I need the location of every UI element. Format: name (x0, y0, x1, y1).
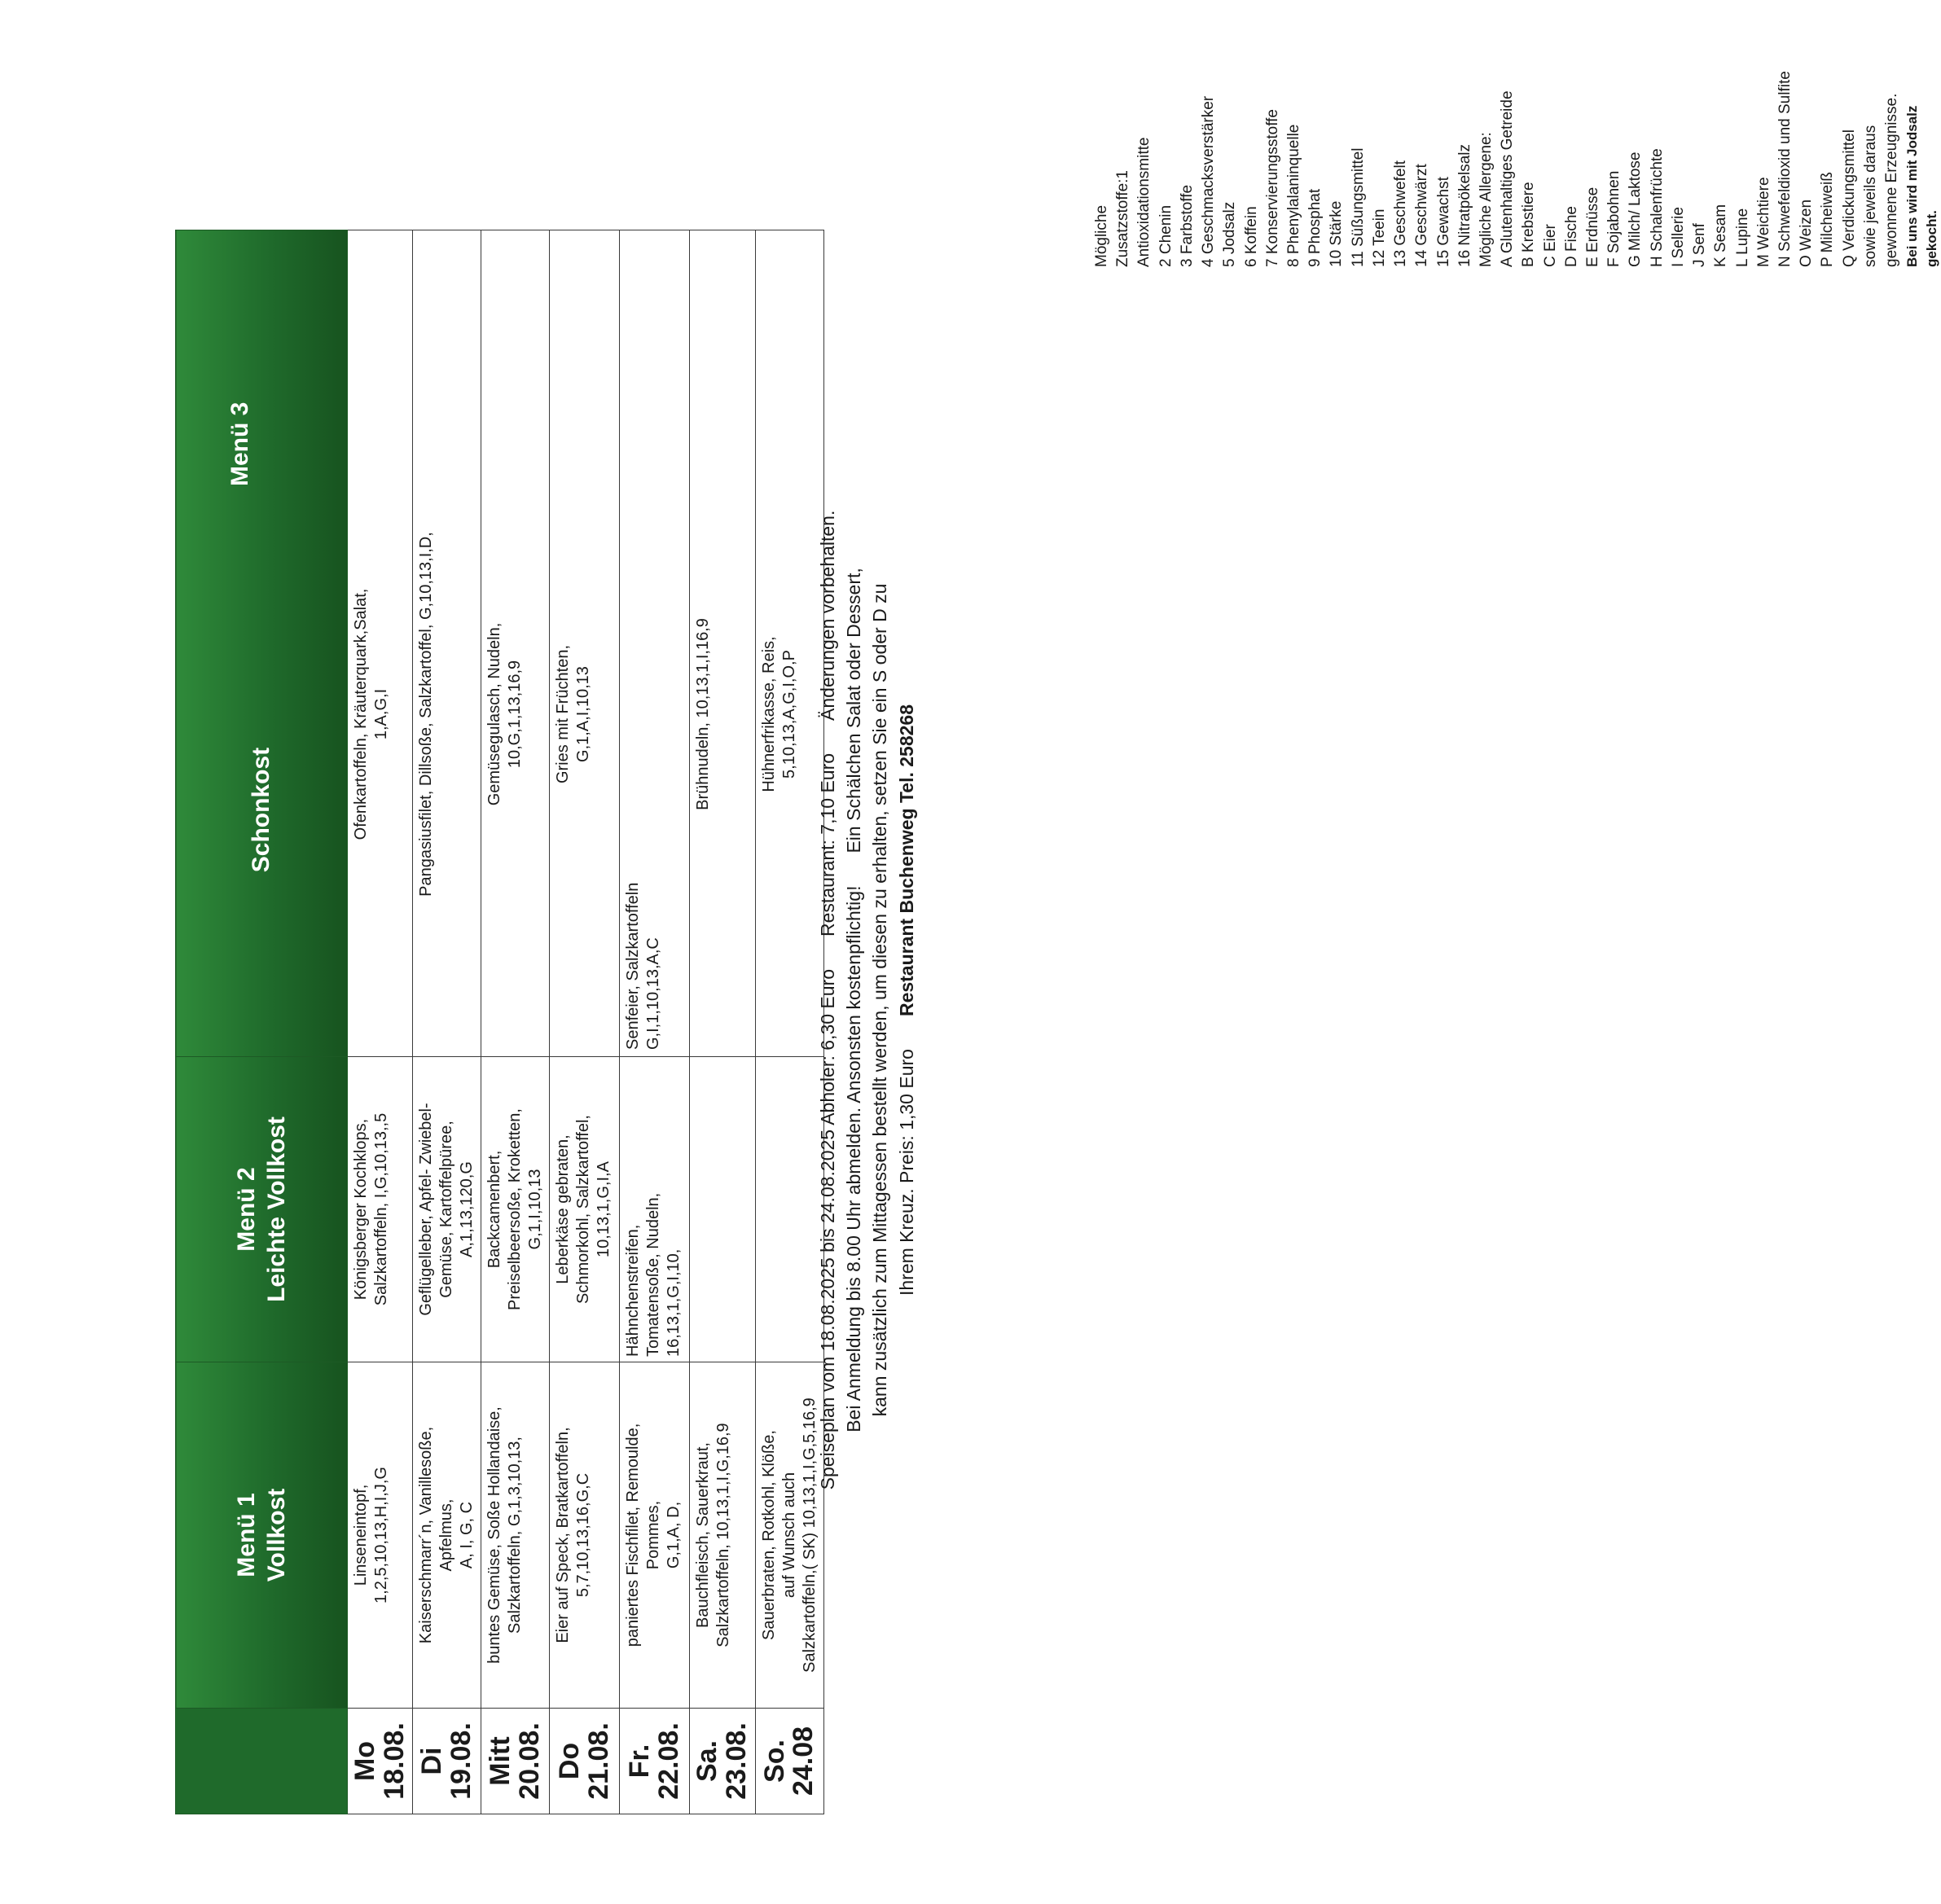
legend-line: 9 Phosphat (1306, 188, 1324, 267)
legend-line: 6 Koffein (1242, 206, 1260, 267)
legend-line: 12 Teein (1370, 208, 1388, 267)
menu1-cell: Linseneintopf, 1,2,5,10,13,H,I,J,G (348, 1362, 413, 1709)
legend-line: 4 Geschmacksverstärker (1200, 95, 1218, 267)
legend-jodsalz-note: Bei uns wird mit Jodsalz (1904, 105, 1921, 267)
legend-line: 16 Nitratpökelsalz (1456, 143, 1473, 267)
legend-line: Mögliche Allergene: (1477, 132, 1495, 267)
menu-table-body (348, 230, 824, 1814)
table-row (413, 230, 481, 1814)
header-day (176, 1709, 348, 1814)
legend-line: 8 Phenylalaninquelle (1284, 124, 1302, 267)
menu1-cell: buntes Gemüse, Soße Hollandaise, Salzkartoffeln, G,1,3,10,13, (481, 1362, 550, 1709)
schonkost-cell: Brühnudeln, 10,13,1,I,16,9 (690, 230, 755, 1057)
legend-line: 15 Gewachst (1434, 177, 1452, 267)
legend-line: 13 Geschwefelt (1392, 160, 1410, 267)
menu1-cell: paniertes Fischfilet, Remoulde, Pommes, G,1,A, D, (620, 1362, 690, 1709)
table-header-row (176, 230, 348, 1814)
legend-line: 7 Konservierungsstoffe (1263, 109, 1281, 267)
legend-line: P Milcheiweiß (1819, 172, 1837, 267)
day-cell: Mitt 20.08. (481, 1709, 550, 1814)
legend-line: C Eier (1541, 224, 1559, 267)
legend-line: 2 Chenin (1157, 204, 1175, 267)
legend-line: Antioxidationsmitte (1135, 137, 1153, 267)
legend-line: N Schwefeldioxid und Sulfite (1776, 71, 1794, 267)
day-cell: Sa. 23.08. (690, 1709, 755, 1814)
table-row (690, 230, 755, 1814)
table-row (550, 230, 620, 1814)
menu1-cell: Kaiserschmarr´n, Vanillesoße, Apfelmus, A, I, G, C (413, 1362, 481, 1709)
legend-line: 3 Farbstoffe (1178, 184, 1196, 267)
header-schonkost-menu3 (176, 230, 348, 1057)
legend-line: 5 Jodsalz (1221, 201, 1239, 267)
legend-line: 10 Stärke (1328, 200, 1346, 267)
legend-line: sowie jeweils daraus (1861, 125, 1879, 267)
table-row (348, 230, 413, 1814)
schonkost-cell: Hühnerfrikasse, Reis, 5,10,13,A,G,I,O,P (755, 230, 823, 1057)
table-row (620, 230, 690, 1814)
menu2-cell: Geflügelleber, Apfel- Zwiebel- Gemüse, Kartoffelpüree, A,1,13,120,G (413, 1057, 481, 1362)
legend-line: H Schalenfrüchte (1648, 148, 1666, 267)
header-schonkost: Schonkost (248, 747, 275, 873)
legend-line: 14 Geschwärzt (1413, 164, 1431, 267)
day-cell: Di 19.08. (413, 1709, 481, 1814)
footer-line-3: kann zusätzlich zum Mittagessen bestellt werden, um diesen zu erhalten, setzen Sie ein S oder D zu (869, 583, 891, 1417)
footer-line-2: Bei Anmeldung bis 8.00 Uhr abmelden. Ansonsten kostenpflichtig!Ein Schälchen Salat oder Dessert, (843, 568, 865, 1432)
schonkost-cell: Senfeier, Salzkartoffeln G,I,1,10,13,A,C (620, 230, 690, 1057)
legend-line: gewonnene Erzeugnisse. (1883, 93, 1901, 267)
table-row (481, 230, 550, 1814)
menu2-cell: Backcamenbert, Preiselbeersoße, Kroketten, G,1,I,10,13 (481, 1057, 550, 1362)
day-cell: So. 24.08 (755, 1709, 823, 1814)
schonkost-cell: Ofenkartoffeln, Kräuterquark,Salat, 1,A,G,I (348, 230, 413, 1057)
legend-line: A Glutenhaltiges Getreide (1499, 90, 1517, 267)
legend-line: L Lupine (1733, 208, 1751, 267)
schonkost-cell: Gries mit Früchten, G,1,A,I,10,13 (550, 230, 620, 1057)
footer-line-4: Ihrem Kreuz. Preis: 1,30 EuroRestaurant Buchenweg Tel. 258268 (895, 704, 917, 1296)
footer-notes (815, 186, 920, 1814)
menu2-cell (755, 1057, 823, 1362)
legend-line: M Weichtiere (1754, 177, 1772, 267)
legend-line: O Weizen (1798, 199, 1816, 267)
legend-line: D Fische (1562, 206, 1580, 267)
legend-line: Zusatzstoffe:1 (1114, 170, 1132, 267)
menu2-cell: Leberkäse gebraten, Schmorkohl, Salzkartoffel, 10,13,1,G,I,A (550, 1057, 620, 1362)
legend-line: G Milch/ Laktose (1627, 151, 1645, 267)
header-menu3: Menü 3 (226, 401, 254, 487)
table-row (755, 230, 823, 1814)
legend-line: K Sesam (1712, 204, 1730, 267)
schonkost-cell: Pangasiusfilet, Dillsoße, Salzkartoffel, G,10,13,I,D, (413, 230, 481, 1057)
legend-line: I Sellerie (1669, 207, 1687, 267)
legend-line: Mögliche (1093, 204, 1110, 267)
footer-line-1: Speiseplan vom 18.08.2025 bis 24.08.2025 Abholer: 6,30 EuroRestaurant: 7,10 EuroÄnderungen vorbehalten. (817, 510, 838, 1490)
legend-line: J Senf (1691, 223, 1709, 267)
menu2-cell (690, 1057, 755, 1362)
legend-jodsalz-note: gekocht. (1923, 210, 1939, 267)
legend-line: Q Verdickungsmittel (1840, 129, 1858, 267)
menu-table (175, 230, 824, 1814)
menu1-cell: Sauerbraten, Rotkohl, Klöße, auf Wunsch auch Salzkartoffeln,( SK) 10,13,1,I,G,5,16,9 (755, 1362, 823, 1709)
legend-line: F Sojabohnen (1605, 170, 1623, 267)
schonkost-cell: Gemüsegulasch, Nudeln, 10,G,1,13,16,9 (481, 230, 550, 1057)
day-cell: Mo 18.08. (348, 1709, 413, 1814)
restaurant-contact: Restaurant Buchenweg Tel. 258268 (895, 704, 917, 1017)
legend-line: E Erdnüsse (1584, 186, 1602, 267)
day-cell: Do 21.08. (550, 1709, 620, 1814)
menu2-cell: Hähnchenstreifen, Tomatensoße, Nudeln, 16,13,1,G,I,10, (620, 1057, 690, 1362)
menu1-cell: Bauchfleisch, Sauerkraut, Salzkartoffeln, 10,13,1,I,G,16,9 (690, 1362, 755, 1709)
legend-line: B Krebstiere (1520, 182, 1538, 267)
additives-allergens-legend (1091, 2, 1941, 267)
header-menu2: Menü 2 Leichte Vollkost (176, 1057, 348, 1362)
day-cell: Fr. 22.08. (620, 1709, 690, 1814)
menu2-cell: Königsberger Kochklops, Salzkartoffeln, I,G,10,13,,5 (348, 1057, 413, 1362)
legend-line: 11 Süßungsmittel (1349, 147, 1367, 267)
menu1-cell: Eier auf Speck, Bratkartoffeln, 5,7,10,13,16,G,C (550, 1362, 620, 1709)
header-menu1: Menü 1 Vollkost (176, 1362, 348, 1709)
